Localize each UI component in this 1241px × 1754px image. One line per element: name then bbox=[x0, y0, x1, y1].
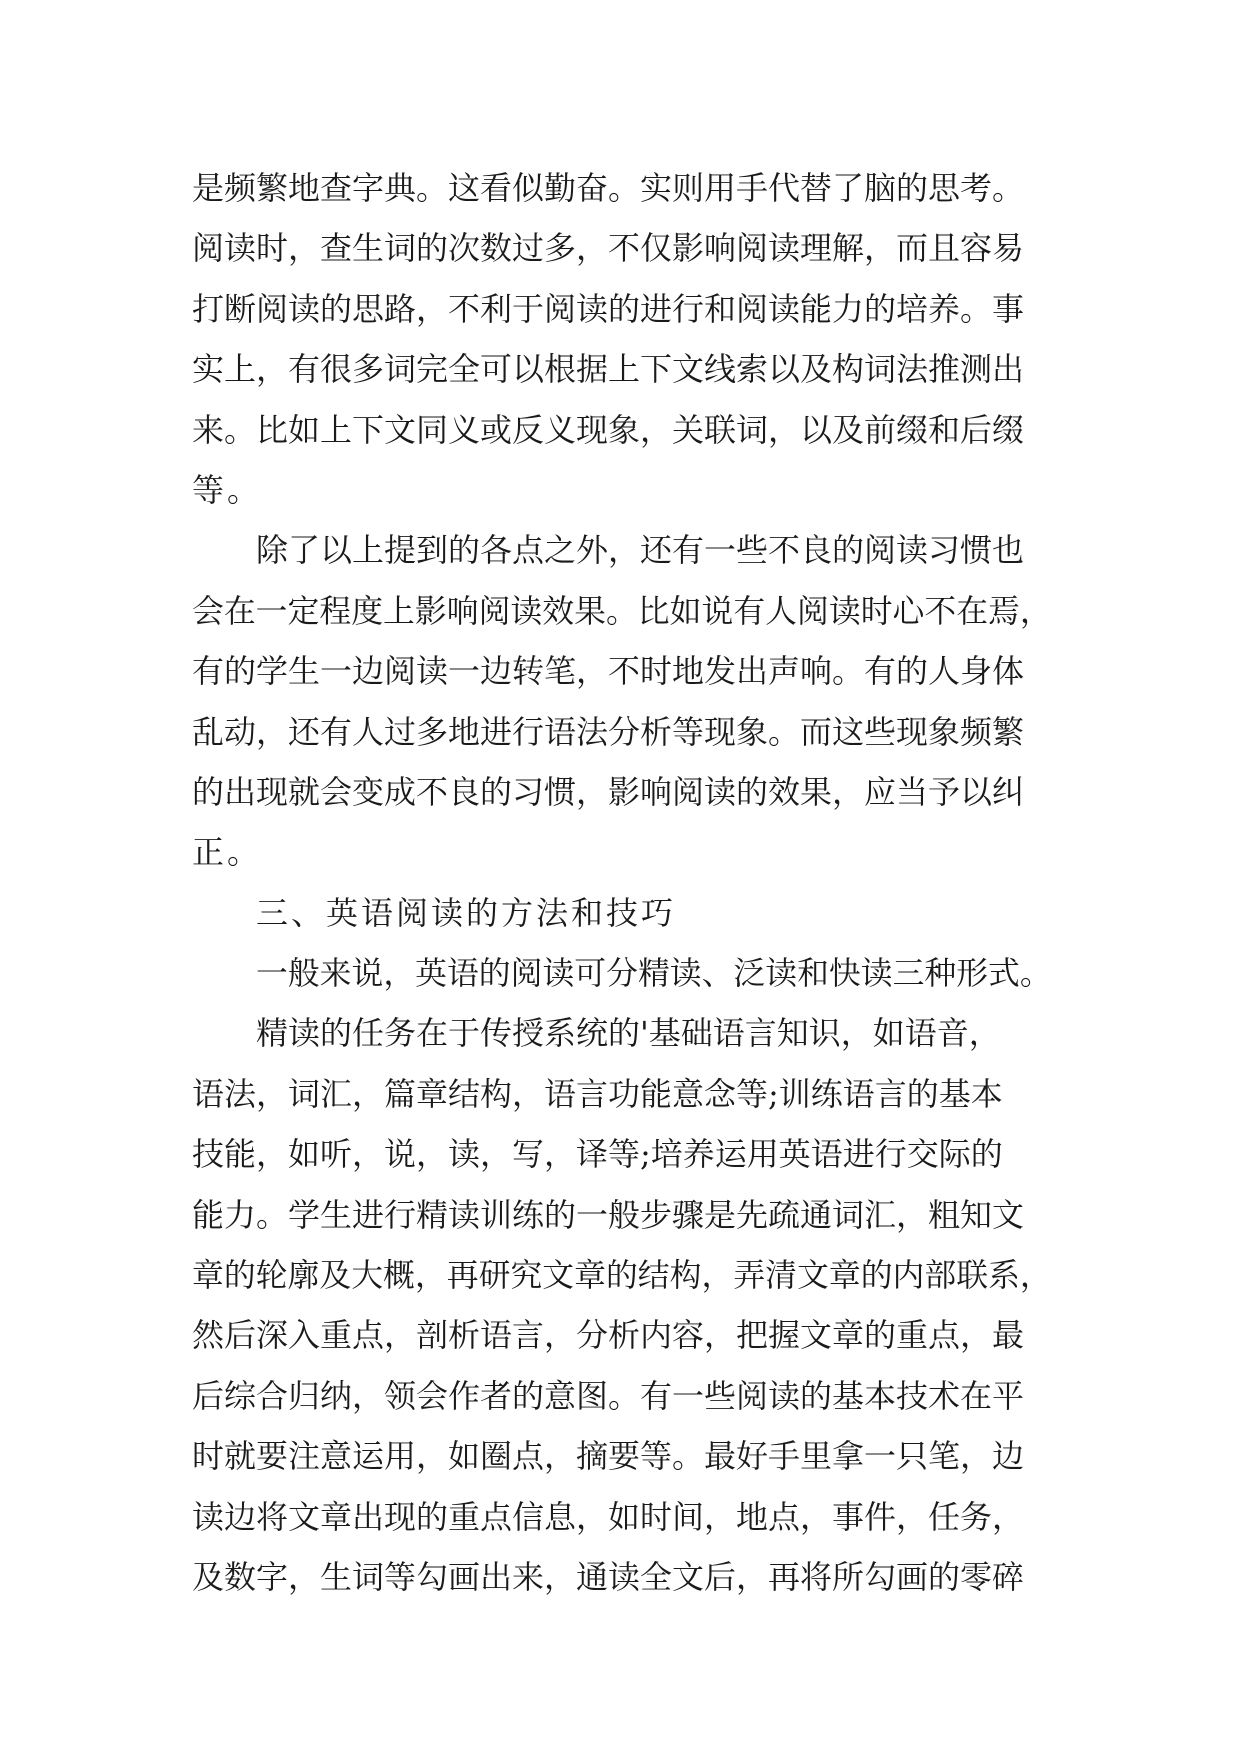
text-line: 阅读时，查生词的次数过多，不仅影响阅读理解，而且容易 bbox=[192, 229, 1025, 268]
body-text bbox=[192, 158, 1052, 1607]
text-line: 然后深入重点，剖析语言，分析内容，把握文章的重点，最 bbox=[192, 1316, 1025, 1355]
text-line: 读边将文章出现的重点信息，如时间，地点，事件，任务， bbox=[192, 1497, 1025, 1536]
text-line: 正。 bbox=[192, 833, 263, 872]
text-line: 能力。学生进行精读训练的一般步骤是先疏通词汇，粗知文 bbox=[192, 1195, 1025, 1234]
text-line: 后综合归纳，领会作者的意图。有一些阅读的基本技术在平 bbox=[192, 1376, 1025, 1415]
text-line: 技能，如听，说，读，写，译等;培养运用英语进行交际的 bbox=[192, 1135, 1003, 1174]
text-line: 及数字，生词等勾画出来，通读全文后，再将所勾画的零碎 bbox=[192, 1557, 1025, 1596]
text-line: 章的轮廓及大概，再研究文章的结构，弄清文章的内部联系， bbox=[192, 1256, 1052, 1295]
text-line: 语法，词汇，篇章结构，语言功能意念等;训练语言的基本 bbox=[192, 1074, 1003, 1113]
text-line: 会在一定程度上影响阅读效果。比如说有人阅读时心不在焉， bbox=[192, 591, 1052, 630]
text-line: 有的学生一边阅读一边转笔，不时地发出声响。有的人身体 bbox=[192, 652, 1025, 691]
text-line: 三、英语阅读的方法和技巧 bbox=[256, 893, 677, 932]
text-line: 时就要注意运用，如圈点，摘要等。最好手里拿一只笔，边 bbox=[192, 1437, 1025, 1476]
text-line: 精读的任务在于传授系统的'基础语言知识，如语音， bbox=[256, 1014, 1001, 1053]
text-line: 来。比如上下文同义或反义现象，关联词，以及前缀和后缀 bbox=[192, 410, 1025, 449]
text-line: 除了以上提到的各点之外，还有一些不良的阅读习惯也 bbox=[256, 531, 1025, 570]
text-line: 是频繁地查字典。这看似勤奋。实则用手代替了脑的思考。 bbox=[192, 169, 1025, 207]
text-line: 打断阅读的思路，不利于阅读的进行和阅读能力的培养。事 bbox=[192, 289, 1025, 328]
text-line: 一般来说，英语的阅读可分精读、泛读和快读三种形式。 bbox=[256, 954, 1052, 993]
text-line: 的出现就会变成不良的习惯，影响阅读的效果，应当予以纠 bbox=[192, 772, 1025, 811]
text-line: 等。 bbox=[192, 470, 263, 509]
text-line: 实上，有很多词完全可以根据上下文线索以及构词法推测出 bbox=[192, 350, 1025, 389]
text-line: 乱动，还有人过多地进行语法分析等现象。而这些现象频繁 bbox=[192, 712, 1025, 751]
